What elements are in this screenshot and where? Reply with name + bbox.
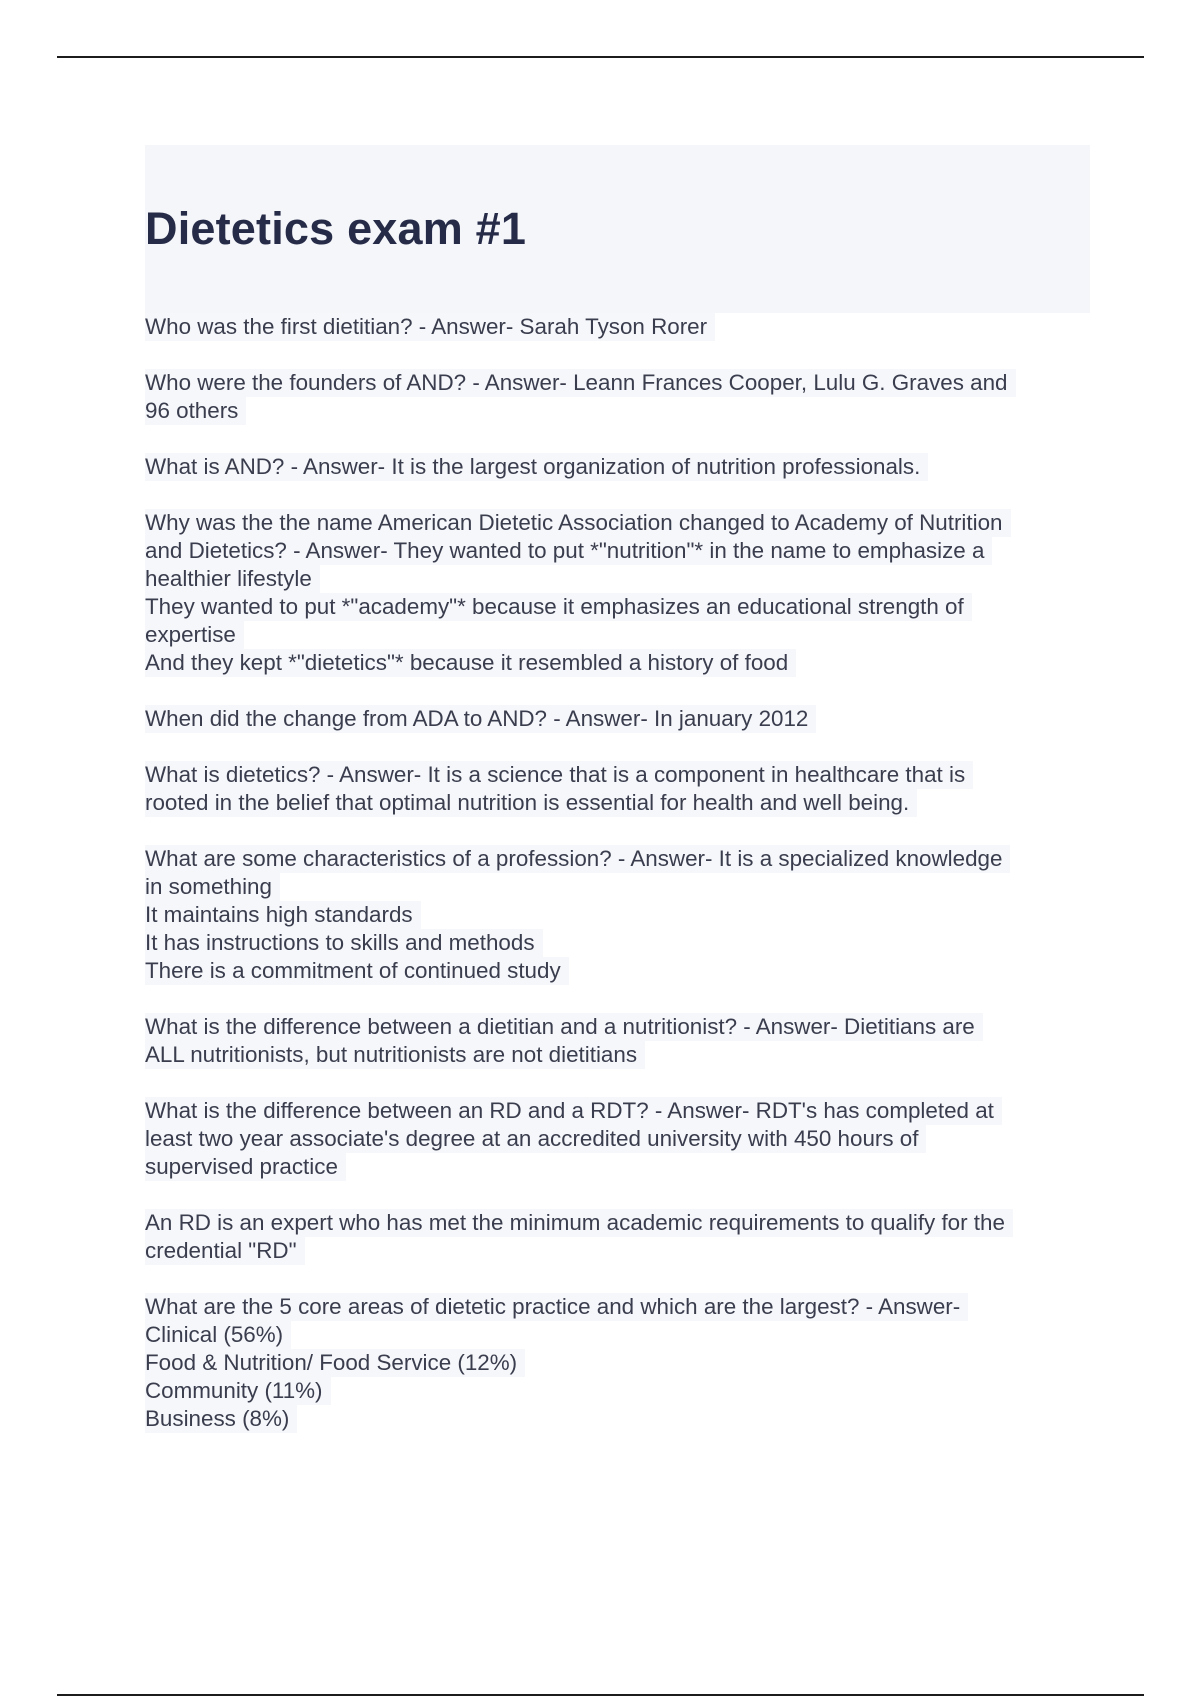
qa-item: [145, 761, 1090, 817]
qa-answer-line: Food & Nutrition/ Food Service (12%): [145, 1349, 525, 1377]
qa-item: [145, 1209, 1090, 1265]
qa-answer-line: and Dietetics? - Answer- They wanted to put *"nutrition"* in the name to emphasize a: [145, 537, 992, 565]
qa-answer-line: ALL nutritionists, but nutritionists are not dietitians: [145, 1041, 645, 1069]
qa-answer-line: They wanted to put *"academy"* because it emphasizes an educational strength of: [145, 593, 972, 621]
qa-answer-line: Community (11%): [145, 1377, 331, 1405]
top-rule: [57, 56, 1144, 58]
qa-answer-line: And they kept *"dietetics"* because it resembled a history of food: [145, 649, 796, 677]
qa-question-line: When did the change from ADA to AND? - Answer- In january 2012: [145, 705, 816, 733]
bottom-rule: [57, 1694, 1144, 1696]
qa-answer-line: 96 others: [145, 397, 246, 425]
qa-answer-line: least two year associate's degree at an accredited university with 450 hours of: [145, 1125, 926, 1153]
qa-item: [145, 1293, 1090, 1433]
qa-answer-line: It has instructions to skills and methods: [145, 929, 543, 957]
qa-answer-line: supervised practice: [145, 1153, 346, 1181]
qa-answer-line: healthier lifestyle: [145, 565, 320, 593]
qa-item: [145, 369, 1090, 425]
qa-answer-line: expertise: [145, 621, 244, 649]
qa-question-line: What are the 5 core areas of dietetic practice and which are the largest? - Answer-: [145, 1293, 968, 1321]
qa-answer-line: rooted in the belief that optimal nutrition is essential for health and well being.: [145, 789, 917, 817]
document-title: Dietetics exam #1: [145, 203, 527, 254]
qa-question-line: What is the difference between a dietitian and a nutritionist? - Answer- Dietitians are: [145, 1013, 983, 1041]
qa-question-line: What are some characteristics of a profession? - Answer- It is a specialized knowledge: [145, 845, 1010, 873]
qa-answer-line: There is a commitment of continued study: [145, 957, 569, 985]
qa-question-line: Why was the the name American Dietetic Association changed to Academy of Nutrition: [145, 509, 1011, 537]
qa-item: [145, 705, 1090, 733]
qa-item: [145, 453, 1090, 481]
qa-question-line: What is the difference between an RD and a RDT? - Answer- RDT's has completed at: [145, 1097, 1002, 1125]
qa-question-line: Who were the founders of AND? - Answer- Leann Frances Cooper, Lulu G. Graves and: [145, 369, 1016, 397]
qa-question-line: Who was the first dietitian? - Answer- Sarah Tyson Rorer: [145, 313, 715, 341]
qa-answer-line: Clinical (56%): [145, 1321, 291, 1349]
document-page: [145, 145, 1090, 1461]
qa-question-line: What is AND? - Answer- It is the largest organization of nutrition professionals.: [145, 453, 928, 481]
qa-answer-line: It maintains high standards: [145, 901, 421, 929]
qa-answer-line: credential "RD": [145, 1237, 305, 1265]
qa-question-line: An RD is an expert who has met the minimum academic requirements to qualify for the: [145, 1209, 1013, 1237]
qa-question-line: What is dietetics? - Answer- It is a science that is a component in healthcare that is: [145, 761, 973, 789]
qa-item: [145, 509, 1090, 677]
qa-item: [145, 1097, 1090, 1181]
qa-list: [145, 313, 1090, 1433]
qa-item: [145, 1013, 1090, 1069]
title-banner: [145, 145, 1090, 313]
qa-answer-line: in something: [145, 873, 280, 901]
qa-item: [145, 313, 1090, 341]
qa-item: [145, 845, 1090, 985]
qa-answer-line: Business (8%): [145, 1405, 297, 1433]
